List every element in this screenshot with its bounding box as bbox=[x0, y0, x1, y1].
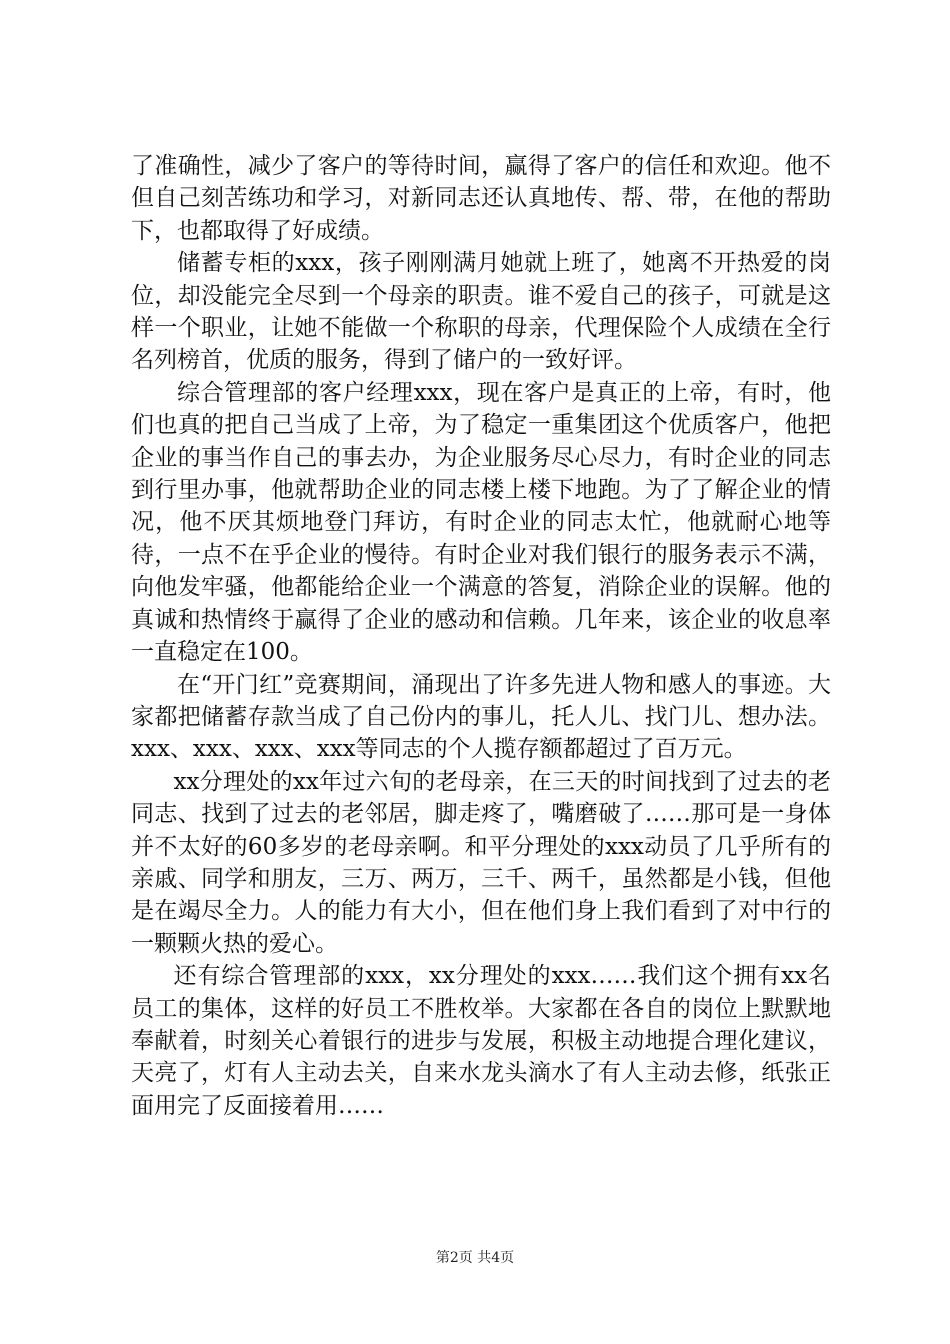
paragraph-account-manager: 综合管理部的客户经理xxx，现在客户是真正的上帝，有时，他们也真的把自己当成了上帝，为了稳定一重集团这个优质客户，他把企业的事当作自己的事去办，为企业服务尽心尽力，有时企业的同志到行里办事，他就帮助企业的同志楼上楼下地跑。为了了解企业的情况，他不厌其烦地登门拜访，有时企业的同志太忙，他就耐心地等待，一点不在乎企业的慢待。有时企业对我们银行的服务表示不满，向他发牢骚，他都能给企业一个满意的答复，消除企业的误解。他的真诚和热情终于赢得了企业的感动和信赖。几年来，该企业的收息率一直稳定在100。 bbox=[131, 379, 831, 666]
page-number-footer: 第2页 共4页 bbox=[435, 1250, 515, 1266]
paragraph-continuation: 了准确性，减少了客户的等待时间，赢得了客户的信任和欢迎。他不但自己刻苦练功和学习，对新同志还认真地传、帮、带，在他的帮助下，也都取得了好成绩。 bbox=[131, 153, 831, 244]
paragraph-old-mother: xx分理处的xx年过六旬的老母亲，在三天的时间找到了过去的老同志、找到了过去的老邻居，脚走疼了，嘴磨破了……那可是一身体并不太好的60多岁的老母亲啊。和平分理处的xxx动员了几乎所有的亲戚、同学和朋友，三万、两万，三千、两千，虽然都是小钱，但他是在竭尽全力。人的能力有大小，但在他们身上我们看到了对中行的一颗颗火热的爱心。 bbox=[131, 768, 831, 957]
paragraph-good-employees: 还有综合管理部的xxx，xx分理处的xxx……我们这个拥有xx名员工的集体，这样的好员工不胜枚举。大家都在各自的岗位上默默地奉献着，时刻关心着银行的进步与发展，积极主动地提合理化建议，天亮了，灯有人主动去关，自来水龙头滴水了有人主动去修，纸张正面用完了反面接着用…… bbox=[131, 963, 831, 1119]
paragraph-savings-counter: 储蓄专柜的xxx，孩子刚刚满月她就上班了，她离不开热爱的岗位，却没能完全尽到一个母亲的职责。谁不爱自己的孩子，可就是这样一个职业，让她不能做一个称职的母亲，代理保险个人成绩在全行名列榜首，优质的服务，得到了储户的一致好评。 bbox=[131, 250, 831, 374]
paragraph-competition: 在“开门红”竞赛期间，涌现出了许多先进人物和感人的事迹。大家都把储蓄存款当成了自己份内的事儿，托人儿、找门儿、想办法。xxx、xxx、xxx、xxx等同志的个人揽存额都超过了百万元。 bbox=[131, 671, 831, 763]
document-body bbox=[131, 150, 831, 1122]
